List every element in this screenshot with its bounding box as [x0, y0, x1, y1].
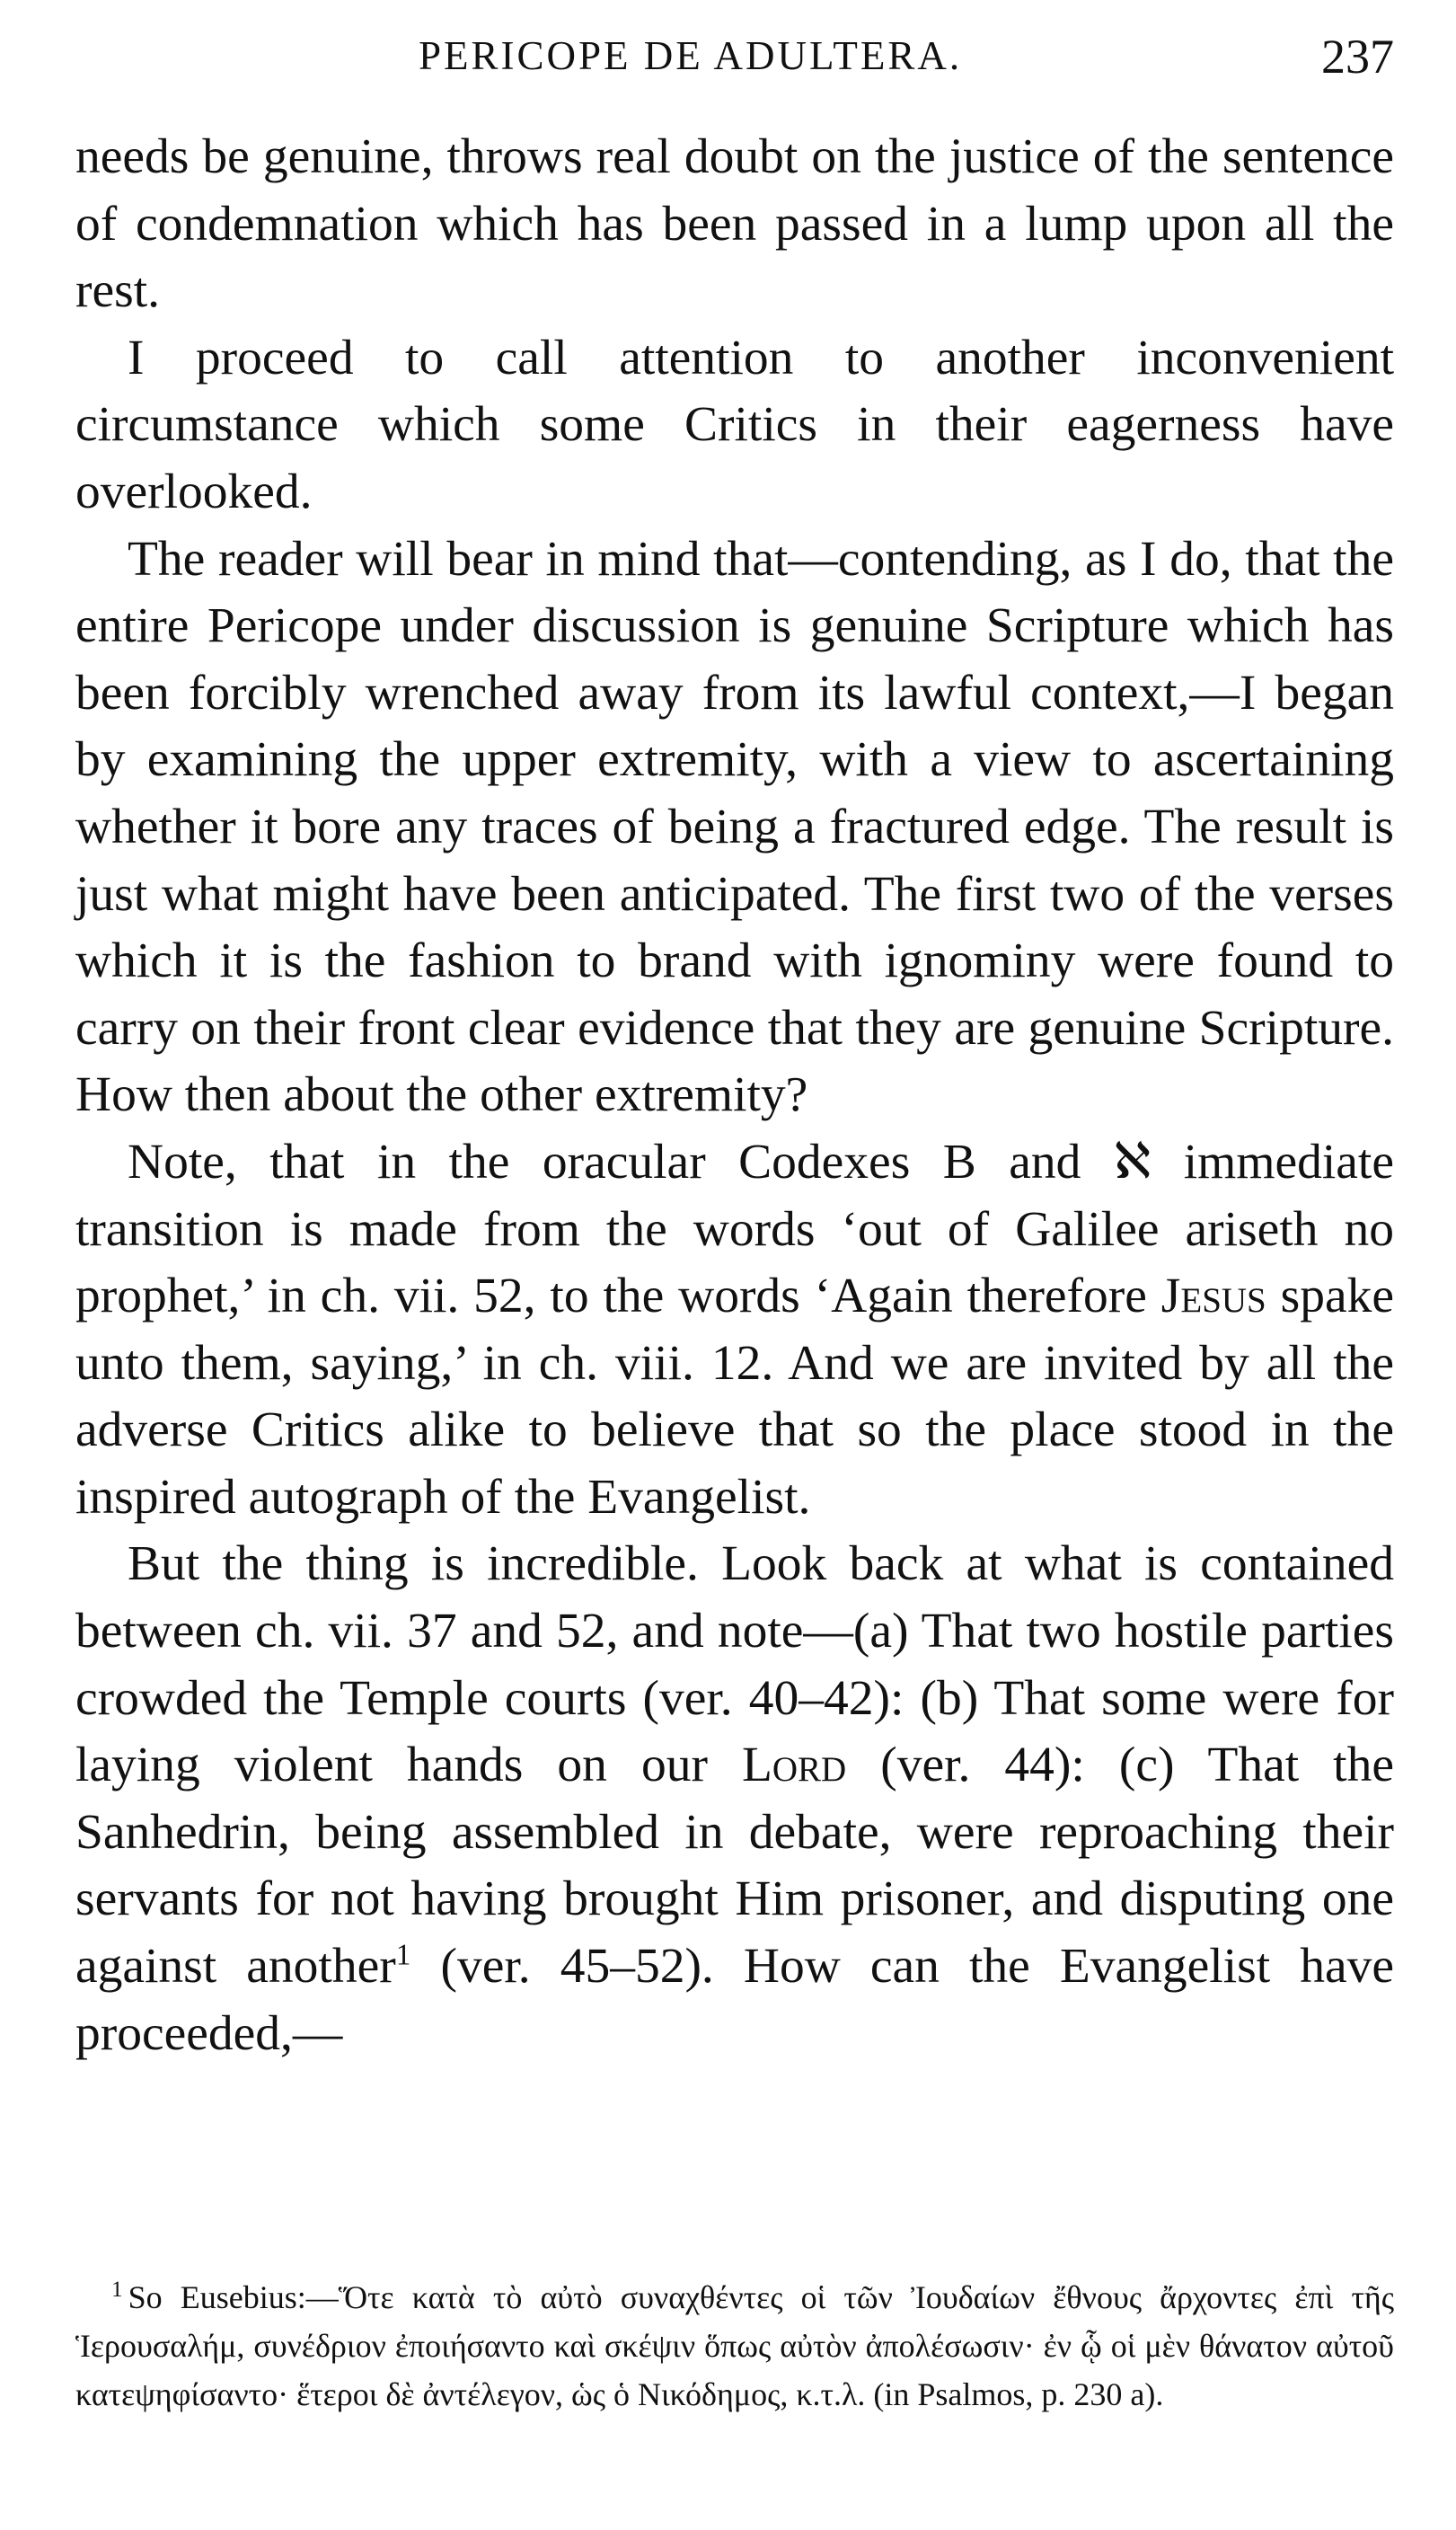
paragraph-text-part: (ver. 45–52). How can the Evangelist have proceeded,—: [75, 1939, 1395, 2061]
footnote-text: So Eusebius:—Ὅτε κατὰ τὸ αὐτὸ συναχθέντες οἱ τῶν Ἰουδαίων ἔθνους ἄρχοντες ἐπὶ τῆς Ἱερουσαλήμ, συνέδριον ἐποιήσαντο καὶ σκέψιν ὅπως αὐτὸν ἀπολέσωσιν· ἐν ᾧ οἱ μὲν θάνατον αὐτοῦ κατεψηφίσαντο· ἕτεροι δὲ ἀντέλεγον, ὡς ὁ Νικόδημος, κ.τ.λ. (in Psalmos, p. 230 a).: [75, 2279, 1394, 2412]
page-number: 237: [1321, 30, 1394, 84]
footnote: [75, 2273, 1394, 2419]
paragraph-text-part: Note, that in the oracular Codexes B and ℵ immediate transition is made from the words ‘out of Galilee ariseth no prophet,’ in ch. vii. 52, to the words ‘Again therefore: [75, 1134, 1394, 1324]
paragraph-incredible: [75, 1531, 1394, 2067]
paragraph-text-part: (ver. 44): (c) That the Sanhedrin, being assembled in debate, were reproaching their servants for not having brought Him prisoner, and disputing one against another: [75, 1738, 1394, 1995]
small-caps-name: Lord: [741, 1738, 847, 1793]
running-header: [75, 25, 1401, 88]
running-title: PERICOPE DE ADULTERA.: [419, 33, 963, 78]
paragraph-text-part: But the thing is incredible. Look back at what is contained between ch. vii. 37 and 52, and note—(a) That two hostile parties crowded the Temple courts (ver. 40–42): (b) That some were for laying violent hands on our: [75, 1536, 1394, 1793]
body-text: [75, 124, 1394, 2067]
small-caps-name: Jesus: [1160, 1269, 1266, 1324]
paragraph-codexes: [75, 1129, 1394, 1532]
paragraph-text-part: spake unto them, saying,’ in ch. viii. 12. And we are invited by all the adverse Critics alike to believe that so the place stood in the inspired autograph of the Evangelist.: [75, 1269, 1394, 1525]
paragraph-continuation: needs be genuine, throws real doubt on the justice of the sentence of condemnation which has been passed in a lump upon all the rest.: [75, 129, 1394, 319]
footnote-marker: 1: [111, 2278, 123, 2302]
footnote-reference: 1: [395, 1938, 411, 1972]
paragraph-upper-extremity: The reader will bear in mind that—contending, as I do, that the entire Pericope under discussion is genuine Scripture which has been forcibly wrenched away from its lawful context,—I began by examining the upper extremity, with a view to ascertaining whether it bore any traces of being a fractured edge. The result is just what might have been anticipated. The first two of the verses which it is the fashion to brand with ignominy were found to carry on their front clear evidence that they are genuine Scripture. How then about the other extremity?: [75, 531, 1394, 1123]
paragraph-inconvenient-circumstance: I proceed to call attention to another inconvenient circumstance which some Critics in their eagerness have overlooked.: [75, 330, 1394, 519]
